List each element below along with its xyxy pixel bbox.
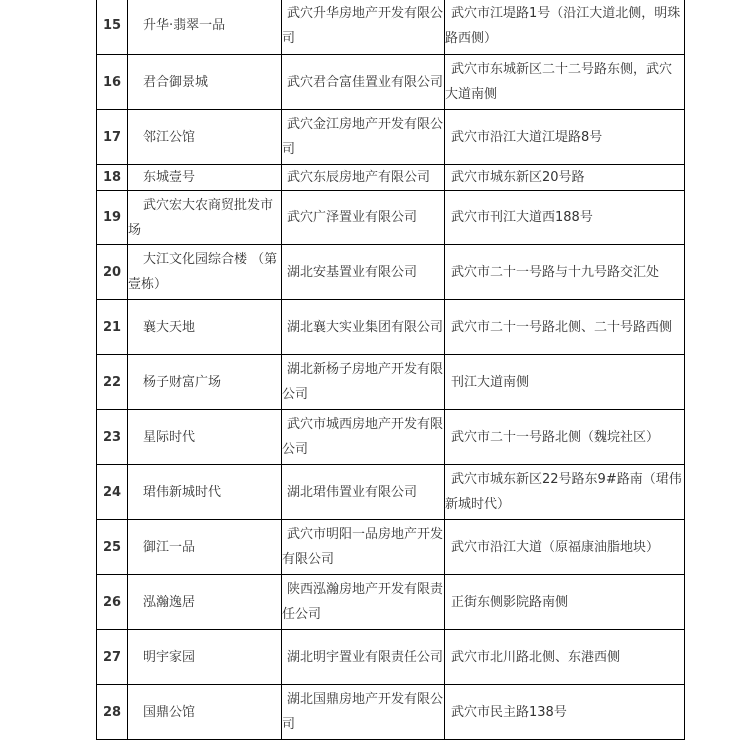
developer-name: 湖北珺伟置业有限公司 bbox=[287, 484, 418, 500]
project-name-cell bbox=[128, 410, 282, 465]
project-address: 武穴市二十一号路北侧、二十号路西侧 bbox=[451, 319, 673, 335]
row-number: 25 bbox=[102, 539, 122, 555]
developer-name-cell bbox=[282, 410, 445, 465]
project-name-cell bbox=[128, 245, 282, 300]
project-address-cell bbox=[445, 520, 685, 575]
project-address: 武穴市二十一号路与十九号路交汇处 bbox=[451, 264, 660, 280]
table-row bbox=[97, 191, 685, 245]
project-address-cell bbox=[445, 55, 685, 110]
project-name-cell bbox=[128, 520, 282, 575]
table-row bbox=[97, 245, 685, 300]
row-number: 23 bbox=[102, 429, 122, 445]
developer-name-cell bbox=[282, 300, 445, 355]
row-number-cell bbox=[97, 110, 128, 165]
project-name-cell bbox=[128, 191, 282, 245]
row-number: 26 bbox=[102, 594, 122, 610]
row-number: 21 bbox=[102, 319, 122, 335]
developer-name: 武穴市城西房地产开发有限公司 bbox=[282, 417, 444, 457]
project-address: 刊江大道南侧 bbox=[451, 374, 530, 390]
developer-name-cell bbox=[282, 110, 445, 165]
table-row bbox=[97, 110, 685, 165]
row-number-cell bbox=[97, 465, 128, 520]
developer-name-cell bbox=[282, 630, 445, 685]
developer-name-cell bbox=[282, 55, 445, 110]
row-number-cell bbox=[97, 191, 128, 245]
project-address: 武穴市刊江大道西188号 bbox=[451, 210, 593, 225]
row-number-cell bbox=[97, 685, 128, 740]
row-number: 15 bbox=[102, 18, 122, 33]
project-address-cell bbox=[445, 245, 685, 300]
developer-name: 武穴市明阳一品房地产开发有限公司 bbox=[282, 527, 444, 567]
developer-name-cell bbox=[282, 355, 445, 410]
project-address: 武穴市城东新区20号路 bbox=[451, 170, 585, 185]
row-number: 27 bbox=[102, 649, 122, 665]
project-address: 武穴市东城新区二十二号路东侧，武穴大道南侧 bbox=[445, 62, 673, 102]
project-name-cell bbox=[128, 55, 282, 110]
project-name-cell bbox=[128, 465, 282, 520]
row-number-cell bbox=[97, 355, 128, 410]
table-row bbox=[97, 410, 685, 465]
project-name-cell bbox=[128, 685, 282, 740]
project-name-cell bbox=[128, 165, 282, 191]
project-name: 大江文化园综合楼 （第壹栋） bbox=[128, 252, 278, 292]
project-name: 明宇家园 bbox=[143, 649, 196, 665]
row-number-cell bbox=[97, 165, 128, 191]
project-name: 国鼎公馆 bbox=[143, 704, 196, 720]
developer-name-cell bbox=[282, 0, 445, 55]
developer-name: 武穴东辰房地产有限公司 bbox=[287, 170, 431, 185]
table-row bbox=[97, 685, 685, 740]
row-number: 19 bbox=[102, 210, 122, 225]
project-address-cell bbox=[445, 355, 685, 410]
project-address: 武穴市沿江大道江堤路8号 bbox=[451, 129, 603, 145]
project-address-cell bbox=[445, 410, 685, 465]
project-name-cell bbox=[128, 110, 282, 165]
project-address: 武穴市二十一号路北侧（魏垸社区） bbox=[451, 429, 660, 445]
developer-name: 陕西泓瀚房地产开发有限责任公司 bbox=[282, 582, 444, 622]
developer-name-cell bbox=[282, 520, 445, 575]
table-row bbox=[97, 0, 685, 55]
project-name-cell bbox=[128, 575, 282, 630]
project-address: 正街东侧影院路南侧 bbox=[451, 594, 569, 610]
developer-name-cell bbox=[282, 465, 445, 520]
developer-name: 武穴君合富佳置业有限公司 bbox=[287, 74, 444, 90]
row-number: 28 bbox=[102, 704, 122, 720]
project-name: 星际时代 bbox=[143, 429, 196, 445]
developer-name: 湖北明宇置业有限责任公司 bbox=[287, 649, 444, 665]
developer-name-cell bbox=[282, 685, 445, 740]
project-name-cell bbox=[128, 0, 282, 55]
row-number: 24 bbox=[102, 484, 122, 500]
project-name: 武穴宏大农商贸批发市场 bbox=[128, 197, 274, 238]
project-address-cell bbox=[445, 110, 685, 165]
project-address: 武穴市江堤路1号（沿江大道北侧，明珠路西侧） bbox=[445, 5, 681, 46]
developer-name: 湖北襄大实业集团有限公司 bbox=[287, 319, 444, 335]
row-number-cell bbox=[97, 245, 128, 300]
project-address-cell bbox=[445, 300, 685, 355]
project-address-cell bbox=[445, 191, 685, 245]
project-address-cell bbox=[445, 575, 685, 630]
row-number-cell bbox=[97, 300, 128, 355]
project-address: 武穴市沿江大道（原福康油脂地块） bbox=[451, 539, 660, 555]
developer-name: 湖北国鼎房地产开发有限公司 bbox=[282, 692, 444, 732]
developer-name-cell bbox=[282, 191, 445, 245]
project-name-cell bbox=[128, 355, 282, 410]
project-name: 邻江公馆 bbox=[143, 129, 196, 145]
project-name: 襄大天地 bbox=[143, 319, 196, 335]
row-number: 22 bbox=[102, 374, 122, 390]
table-row bbox=[97, 300, 685, 355]
row-number: 18 bbox=[102, 170, 122, 185]
table-row bbox=[97, 465, 685, 520]
project-name: 君合御景城 bbox=[143, 74, 209, 90]
row-number-cell bbox=[97, 0, 128, 55]
table-row bbox=[97, 55, 685, 110]
developer-name: 武穴升华房地产开发有限公司 bbox=[282, 5, 444, 46]
developer-name: 武穴金江房地产开发有限公司 bbox=[282, 117, 444, 157]
developer-name-cell bbox=[282, 575, 445, 630]
project-address-cell bbox=[445, 630, 685, 685]
project-name: 泓瀚逸居 bbox=[143, 594, 196, 610]
row-number-cell bbox=[97, 630, 128, 685]
project-address-cell bbox=[445, 465, 685, 520]
project-table-body bbox=[97, 0, 685, 740]
project-name: 御江一品 bbox=[143, 539, 196, 555]
table-row bbox=[97, 520, 685, 575]
developer-name-cell bbox=[282, 165, 445, 191]
row-number: 16 bbox=[102, 74, 122, 90]
row-number: 17 bbox=[102, 129, 122, 145]
table-row bbox=[97, 575, 685, 630]
project-name: 杨子财富广场 bbox=[143, 374, 222, 390]
project-address-cell bbox=[445, 0, 685, 55]
project-address-cell bbox=[445, 165, 685, 191]
row-number-cell bbox=[97, 410, 128, 465]
project-name-cell bbox=[128, 630, 282, 685]
project-name: 东城壹号 bbox=[143, 170, 196, 185]
developer-name: 湖北安基置业有限公司 bbox=[287, 264, 418, 280]
project-address: 武穴市城东新区22号路东9#路南（珺伟新城时代） bbox=[445, 472, 682, 512]
project-address-cell bbox=[445, 685, 685, 740]
row-number-cell bbox=[97, 55, 128, 110]
row-number-cell bbox=[97, 520, 128, 575]
project-name: 珺伟新城时代 bbox=[143, 484, 222, 500]
project-name-cell bbox=[128, 300, 282, 355]
row-number: 20 bbox=[102, 264, 122, 280]
project-address: 武穴市北川路北侧、东港西侧 bbox=[451, 649, 621, 665]
table-row bbox=[97, 630, 685, 685]
row-number-cell bbox=[97, 575, 128, 630]
project-name: 升华·翡翠一品 bbox=[143, 18, 226, 33]
project-table bbox=[96, 0, 685, 740]
table-row bbox=[97, 355, 685, 410]
developer-name-cell bbox=[282, 245, 445, 300]
developer-name: 武穴广泽置业有限公司 bbox=[287, 210, 418, 225]
developer-name: 湖北新杨子房地产开发有限公司 bbox=[282, 362, 444, 402]
project-address: 武穴市民主路138号 bbox=[451, 704, 567, 720]
table-row bbox=[97, 165, 685, 191]
